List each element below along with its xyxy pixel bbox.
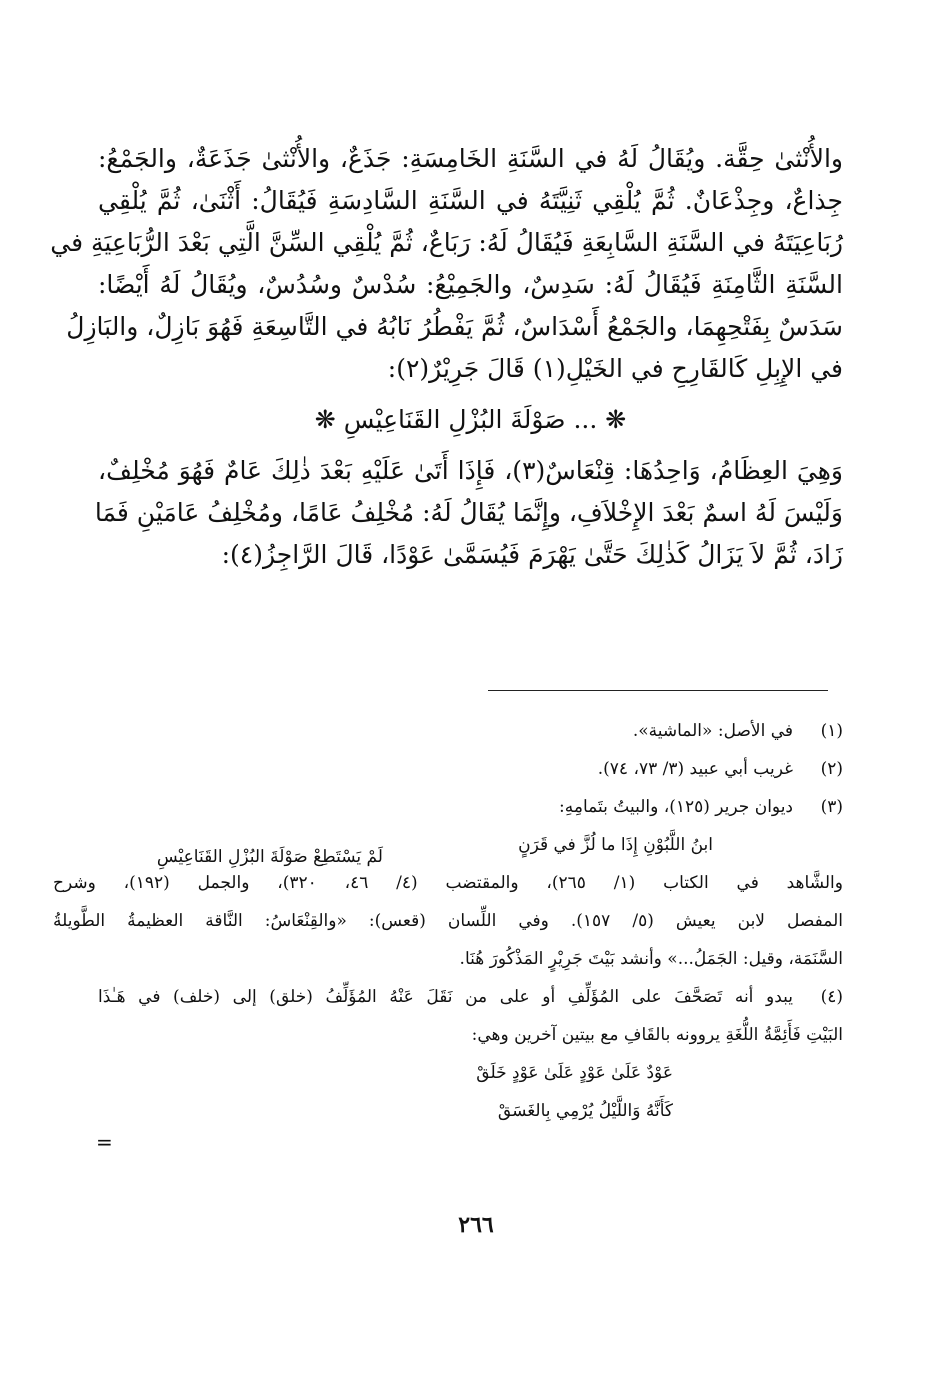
footnote-text: ديوان جرير (١٢٥)، والبيتُ بتَمامِهِ: <box>559 797 793 817</box>
footnote-3 <box>53 788 843 978</box>
footnote-body <box>53 788 843 978</box>
text-line: وَهِيَ العِظَامُ، وَاحِدُهَا: قِنْعَاسٌ(٣)، فَإِذَا أَتَىٰ عَلَيْهِ بَعْدَ ذٰلِكَ عَامٌ فَهُوَ مُخْلِفٌ، <box>98 456 843 485</box>
text-line: وَلَيْسَ لَهُ اسمٌ بَعْدَ الإِخْلاَفِ، وإِنَّمَا يُقَالُ لَهُ: مُخْلِفُ عَامًا، ومُخْلِفُ عَامَيْنِ فَمَا <box>94 498 843 527</box>
footnote-text: في الأصل: «الماشية». <box>632 721 793 741</box>
text-line: سَدَسٌ بِفَتْحِهِمَا، والجَمْعُ أَسْدَاسٌ، ثُمَّ يَفْطُرُ نَابُهُ في التَّاسِعَةِ فَهُوَ بَازِلٌ، والبَازِلُ <box>66 312 843 341</box>
footnote-4 <box>98 978 843 1130</box>
continuation-mark: = <box>96 1130 113 1154</box>
footnote-divider <box>488 690 828 691</box>
footnote-1 <box>98 712 843 750</box>
footnote-body <box>98 712 793 750</box>
footnote-body <box>98 750 793 788</box>
hemistich-second: لَمْ يَسْتَطِعْ صَوْلَةَ البُزْلِ القَنَاعِيْسِ <box>156 847 383 867</box>
footnote-text: السَّنَمَة، وقيل: الجَمَلُ...» وأنشد بَيْتَ جَرِيْرٍ المَذْكُورَ هُنَا. <box>459 949 843 969</box>
footnote-number: (٤) <box>820 987 843 1007</box>
text-line: رُبَاعِيَتَهُ في السَّنَةِ السَّابِعَةِ فَيُقَالُ لَهُ: رَبَاعٌ، ثُمَّ يُلْقِي السِّنَّ الَّتِي بَعْدَ الرُّبَاعِيَةِ في <box>50 228 843 257</box>
text-line: السَّنَةِ الثَّامِنَةِ فَيُقَالُ لَهُ: سَدِسٌ، والجَمِيْعُ: سُدْسٌ وسُدُسٌ، ويُقَالُ لَهُ أَيْضًا: <box>98 270 843 299</box>
footnote-text: غريب أبي عبيد (٣/ ٧٣، ٧٤). <box>597 759 793 779</box>
footnote-number: (٣) <box>820 797 843 817</box>
footnote-text: والشَّاهد في الكتاب (١/ ٢٦٥)، والمقتضب (٤/ ٤٦، ٣٢٠)، والجمل (١٩٢)، وشرح <box>53 873 843 893</box>
page-number: ٢٦٦ <box>458 1212 494 1238</box>
footnote-2 <box>98 750 843 788</box>
footnote-body <box>98 978 843 1130</box>
footnote-number: (٢) <box>820 759 843 779</box>
footnotes <box>53 712 843 1130</box>
footnote-text: المفصل لابن يعيش (٥/ ١٥٧). وفي اللِّسان (قعس): «والقِنْعَاسُ: النَّاقة العظيمةُ الطَّويلةُ <box>53 911 843 931</box>
verse-line: ❋ ... صَوْلَةَ البُزْلِ القَنَاعِيْسِ ❋ <box>314 405 627 434</box>
footnote-number: (١) <box>820 721 843 741</box>
verse-hemistiches <box>53 826 793 867</box>
hemistich-first: ابنُ اللَّبُوْنِ إِذَا ما لُزَّ في قَرَنٍ <box>518 835 713 855</box>
text-line: زَادَ، ثُمَّ لاَ يَزَالُ كَذٰلِكَ حَتَّىٰ يَهْرَمَ فَيُسَمَّىٰ عَوْدًا، قَالَ الرَّاجِزُ(٤): <box>221 540 843 569</box>
poem-line: كَأَنَّهُ وَاللَّيْلُ يُرْمِي بِالغَسَقْ <box>497 1101 673 1121</box>
text-line: في الإِبِلِ كَالقَارِحِ في الخَيْلِ(١) قَالَ جَرِيْرٌ(٢): <box>387 354 843 383</box>
footnote-text: يبدو أنه تَصَحَّفَ على المُؤَلِّفِ أو على من نَقَلَ عَنْهُ المُؤَلِّفُ (خلق) إلى (خلف) في هَـٰذَا <box>98 987 793 1007</box>
main-text <box>50 138 843 576</box>
text-line: والأُنْثىٰ حِقَّة. ويُقَالُ لَهُ في السَّنَةِ الخَامِسَةِ: جَذَعٌ، والأُنْثىٰ جَذَعَةٌ، والجَمْعُ: <box>98 144 843 173</box>
text-line: جِذاعٌ، وجِذْعَانٌ. ثُمَّ يُلْقِي ثَنِيَّتَهُ في السَّنَةِ السَّادِسَةِ فَيُقَالُ: أَثْنَىٰ، ثُمَّ يُلْقِي <box>98 186 843 215</box>
footnote-text: البَيْتِ فَأَئِمَّةُ اللُّغَةِ يروونه بالقَافِ مع بيتين آخرين وهي: <box>471 1025 843 1045</box>
poem-line: عَوْدٌ عَلَىٰ عَوْدٍ عَلَىٰ عَوْدٍ خَلَقْ <box>476 1063 673 1083</box>
